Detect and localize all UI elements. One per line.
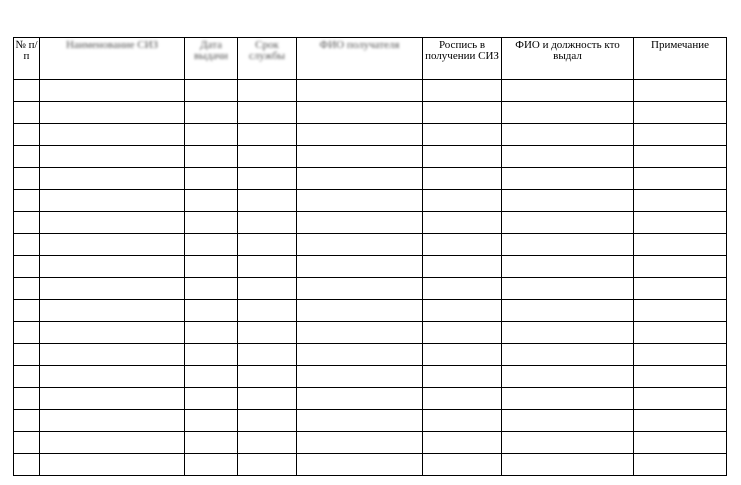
table-cell-num[interactable] <box>14 146 40 168</box>
table-cell-service_life[interactable] <box>238 410 297 432</box>
table-row <box>14 344 727 366</box>
table-row <box>14 410 727 432</box>
table-row <box>14 256 727 278</box>
table-cell-item[interactable] <box>40 388 185 410</box>
table-cell-note[interactable] <box>634 124 727 146</box>
table-cell-item[interactable] <box>40 410 185 432</box>
table-row <box>14 234 727 256</box>
table-row <box>14 322 727 344</box>
table-cell-service_life[interactable] <box>238 256 297 278</box>
table-cell-note[interactable] <box>634 410 727 432</box>
table-cell-note[interactable] <box>634 454 727 476</box>
column-header-number: № п/п <box>14 38 40 80</box>
table-cell-item[interactable] <box>40 212 185 234</box>
column-header-item: Наименование СИЗ <box>40 38 185 80</box>
table-cell-issuer[interactable] <box>502 388 634 410</box>
table-cell-num[interactable] <box>14 454 40 476</box>
header-row <box>14 38 727 80</box>
table-cell-service_life[interactable] <box>238 300 297 322</box>
column-header-note: Примечание <box>634 38 727 80</box>
table-cell-num[interactable] <box>14 300 40 322</box>
table-cell-num[interactable] <box>14 432 40 454</box>
table-cell-signature[interactable] <box>423 344 502 366</box>
table-row <box>14 388 727 410</box>
table-cell-item[interactable] <box>40 256 185 278</box>
table-cell-issuer[interactable] <box>502 454 634 476</box>
table-cell-note[interactable] <box>634 146 727 168</box>
table-cell-issuer[interactable] <box>502 168 634 190</box>
table-row <box>14 102 727 124</box>
table-cell-recipient[interactable] <box>297 234 423 256</box>
table-cell-recipient[interactable] <box>297 124 423 146</box>
table-cell-service_life[interactable] <box>238 454 297 476</box>
table-cell-recipient[interactable] <box>297 146 423 168</box>
table-cell-signature[interactable] <box>423 212 502 234</box>
table-row <box>14 278 727 300</box>
table-cell-signature[interactable] <box>423 256 502 278</box>
table-cell-item[interactable] <box>40 366 185 388</box>
table-cell-signature[interactable] <box>423 432 502 454</box>
table-row <box>14 124 727 146</box>
table-cell-issuer[interactable] <box>502 322 634 344</box>
table-cell-service_life[interactable] <box>238 278 297 300</box>
table-cell-item[interactable] <box>40 102 185 124</box>
table-cell-note[interactable] <box>634 102 727 124</box>
table-cell-item[interactable] <box>40 234 185 256</box>
table-cell-issue_date[interactable] <box>185 410 238 432</box>
table-row <box>14 168 727 190</box>
table-cell-note[interactable] <box>634 212 727 234</box>
table-cell-issuer[interactable] <box>502 190 634 212</box>
table-cell-issue_date[interactable] <box>185 80 238 102</box>
table-cell-service_life[interactable] <box>238 102 297 124</box>
table-cell-issue_date[interactable] <box>185 190 238 212</box>
table-cell-issuer[interactable] <box>502 410 634 432</box>
table-cell-issue_date[interactable] <box>185 366 238 388</box>
table-cell-signature[interactable] <box>423 190 502 212</box>
table-cell-service_life[interactable] <box>238 168 297 190</box>
table-cell-service_life[interactable] <box>238 190 297 212</box>
table-cell-recipient[interactable] <box>297 256 423 278</box>
table-cell-recipient[interactable] <box>297 80 423 102</box>
table-row <box>14 190 727 212</box>
table-cell-item[interactable] <box>40 80 185 102</box>
table-cell-signature[interactable] <box>423 278 502 300</box>
table-cell-item[interactable] <box>40 454 185 476</box>
table-cell-num[interactable] <box>14 278 40 300</box>
table-cell-recipient[interactable] <box>297 388 423 410</box>
table-row <box>14 366 727 388</box>
table-cell-note[interactable] <box>634 322 727 344</box>
table-cell-item[interactable] <box>40 300 185 322</box>
table-cell-note[interactable] <box>634 388 727 410</box>
table-cell-issuer[interactable] <box>502 344 634 366</box>
table-cell-issue_date[interactable] <box>185 300 238 322</box>
table-cell-note[interactable] <box>634 190 727 212</box>
table-cell-item[interactable] <box>40 322 185 344</box>
table-cell-service_life[interactable] <box>238 146 297 168</box>
table-cell-num[interactable] <box>14 344 40 366</box>
table-cell-signature[interactable] <box>423 366 502 388</box>
table-cell-issue_date[interactable] <box>185 344 238 366</box>
table-row <box>14 432 727 454</box>
table-cell-signature[interactable] <box>423 300 502 322</box>
table-cell-issuer[interactable] <box>502 124 634 146</box>
table-cell-recipient[interactable] <box>297 168 423 190</box>
table-cell-num[interactable] <box>14 168 40 190</box>
table-cell-issue_date[interactable] <box>185 146 238 168</box>
table-cell-num[interactable] <box>14 102 40 124</box>
table-cell-issue_date[interactable] <box>185 124 238 146</box>
table-cell-issue_date[interactable] <box>185 322 238 344</box>
table-cell-note[interactable] <box>634 300 727 322</box>
column-header-issuer: ФИО и должность кто выдал <box>502 38 634 80</box>
ppe-issue-table <box>13 37 727 476</box>
table-cell-signature[interactable] <box>423 410 502 432</box>
ppe-issue-log <box>13 37 727 476</box>
table-cell-issue_date[interactable] <box>185 234 238 256</box>
column-header-signature: Роспись в получении СИЗ <box>423 38 502 80</box>
table-cell-signature[interactable] <box>423 168 502 190</box>
table-row <box>14 300 727 322</box>
table-row <box>14 454 727 476</box>
column-header-service-life: Срок службы <box>238 38 297 80</box>
table-cell-note[interactable] <box>634 168 727 190</box>
table-cell-note[interactable] <box>634 278 727 300</box>
table-cell-item[interactable] <box>40 190 185 212</box>
column-header-recipient: ФИО получателя <box>297 38 423 80</box>
table-cell-recipient[interactable] <box>297 344 423 366</box>
table-cell-note[interactable] <box>634 80 727 102</box>
table-cell-signature[interactable] <box>423 102 502 124</box>
table-cell-recipient[interactable] <box>297 212 423 234</box>
table-cell-service_life[interactable] <box>238 388 297 410</box>
table-cell-issue_date[interactable] <box>185 454 238 476</box>
table-cell-issuer[interactable] <box>502 212 634 234</box>
table-cell-service_life[interactable] <box>238 124 297 146</box>
table-cell-service_life[interactable] <box>238 234 297 256</box>
table-cell-recipient[interactable] <box>297 322 423 344</box>
table-body <box>14 80 727 476</box>
table-cell-issuer[interactable] <box>502 234 634 256</box>
table-cell-issue_date[interactable] <box>185 102 238 124</box>
table-cell-recipient[interactable] <box>297 300 423 322</box>
table-cell-signature[interactable] <box>423 388 502 410</box>
table-cell-service_life[interactable] <box>238 344 297 366</box>
table-cell-item[interactable] <box>40 124 185 146</box>
table-cell-signature[interactable] <box>423 322 502 344</box>
table-cell-recipient[interactable] <box>297 366 423 388</box>
table-cell-recipient[interactable] <box>297 432 423 454</box>
table-cell-service_life[interactable] <box>238 432 297 454</box>
table-cell-recipient[interactable] <box>297 410 423 432</box>
table-cell-service_life[interactable] <box>238 80 297 102</box>
table-cell-num[interactable] <box>14 366 40 388</box>
table-cell-issuer[interactable] <box>502 102 634 124</box>
table-cell-item[interactable] <box>40 344 185 366</box>
table-row <box>14 212 727 234</box>
table-cell-num[interactable] <box>14 322 40 344</box>
table-cell-num[interactable] <box>14 410 40 432</box>
table-cell-note[interactable] <box>634 234 727 256</box>
table-cell-note[interactable] <box>634 366 727 388</box>
table-cell-note[interactable] <box>634 256 727 278</box>
table-cell-signature[interactable] <box>423 454 502 476</box>
table-cell-issuer[interactable] <box>502 80 634 102</box>
table-cell-issuer[interactable] <box>502 366 634 388</box>
table-cell-num[interactable] <box>14 124 40 146</box>
table-cell-service_life[interactable] <box>238 322 297 344</box>
table-cell-issuer[interactable] <box>502 278 634 300</box>
table-cell-note[interactable] <box>634 344 727 366</box>
table-cell-recipient[interactable] <box>297 102 423 124</box>
table-cell-issue_date[interactable] <box>185 388 238 410</box>
table-cell-item[interactable] <box>40 278 185 300</box>
table-cell-service_life[interactable] <box>238 366 297 388</box>
table-cell-issue_date[interactable] <box>185 212 238 234</box>
table-cell-item[interactable] <box>40 432 185 454</box>
table-cell-issue_date[interactable] <box>185 278 238 300</box>
table-cell-recipient[interactable] <box>297 278 423 300</box>
table-cell-num[interactable] <box>14 234 40 256</box>
table-row <box>14 80 727 102</box>
table-cell-num[interactable] <box>14 256 40 278</box>
table-row <box>14 146 727 168</box>
table-cell-issue_date[interactable] <box>185 168 238 190</box>
table-cell-service_life[interactable] <box>238 212 297 234</box>
table-cell-item[interactable] <box>40 146 185 168</box>
table-cell-signature[interactable] <box>423 80 502 102</box>
table-cell-issuer[interactable] <box>502 432 634 454</box>
table-cell-signature[interactable] <box>423 234 502 256</box>
table-cell-recipient[interactable] <box>297 190 423 212</box>
table-cell-signature[interactable] <box>423 146 502 168</box>
table-cell-recipient[interactable] <box>297 454 423 476</box>
table-cell-item[interactable] <box>40 168 185 190</box>
table-cell-num[interactable] <box>14 388 40 410</box>
table-cell-num[interactable] <box>14 80 40 102</box>
column-header-issue-date: Дата выдачи <box>185 38 238 80</box>
table-cell-issue_date[interactable] <box>185 256 238 278</box>
table-cell-issuer[interactable] <box>502 300 634 322</box>
table-cell-num[interactable] <box>14 190 40 212</box>
table-cell-num[interactable] <box>14 212 40 234</box>
table-cell-issuer[interactable] <box>502 146 634 168</box>
table-cell-issue_date[interactable] <box>185 432 238 454</box>
table-cell-issuer[interactable] <box>502 256 634 278</box>
table-cell-note[interactable] <box>634 432 727 454</box>
table-cell-signature[interactable] <box>423 124 502 146</box>
